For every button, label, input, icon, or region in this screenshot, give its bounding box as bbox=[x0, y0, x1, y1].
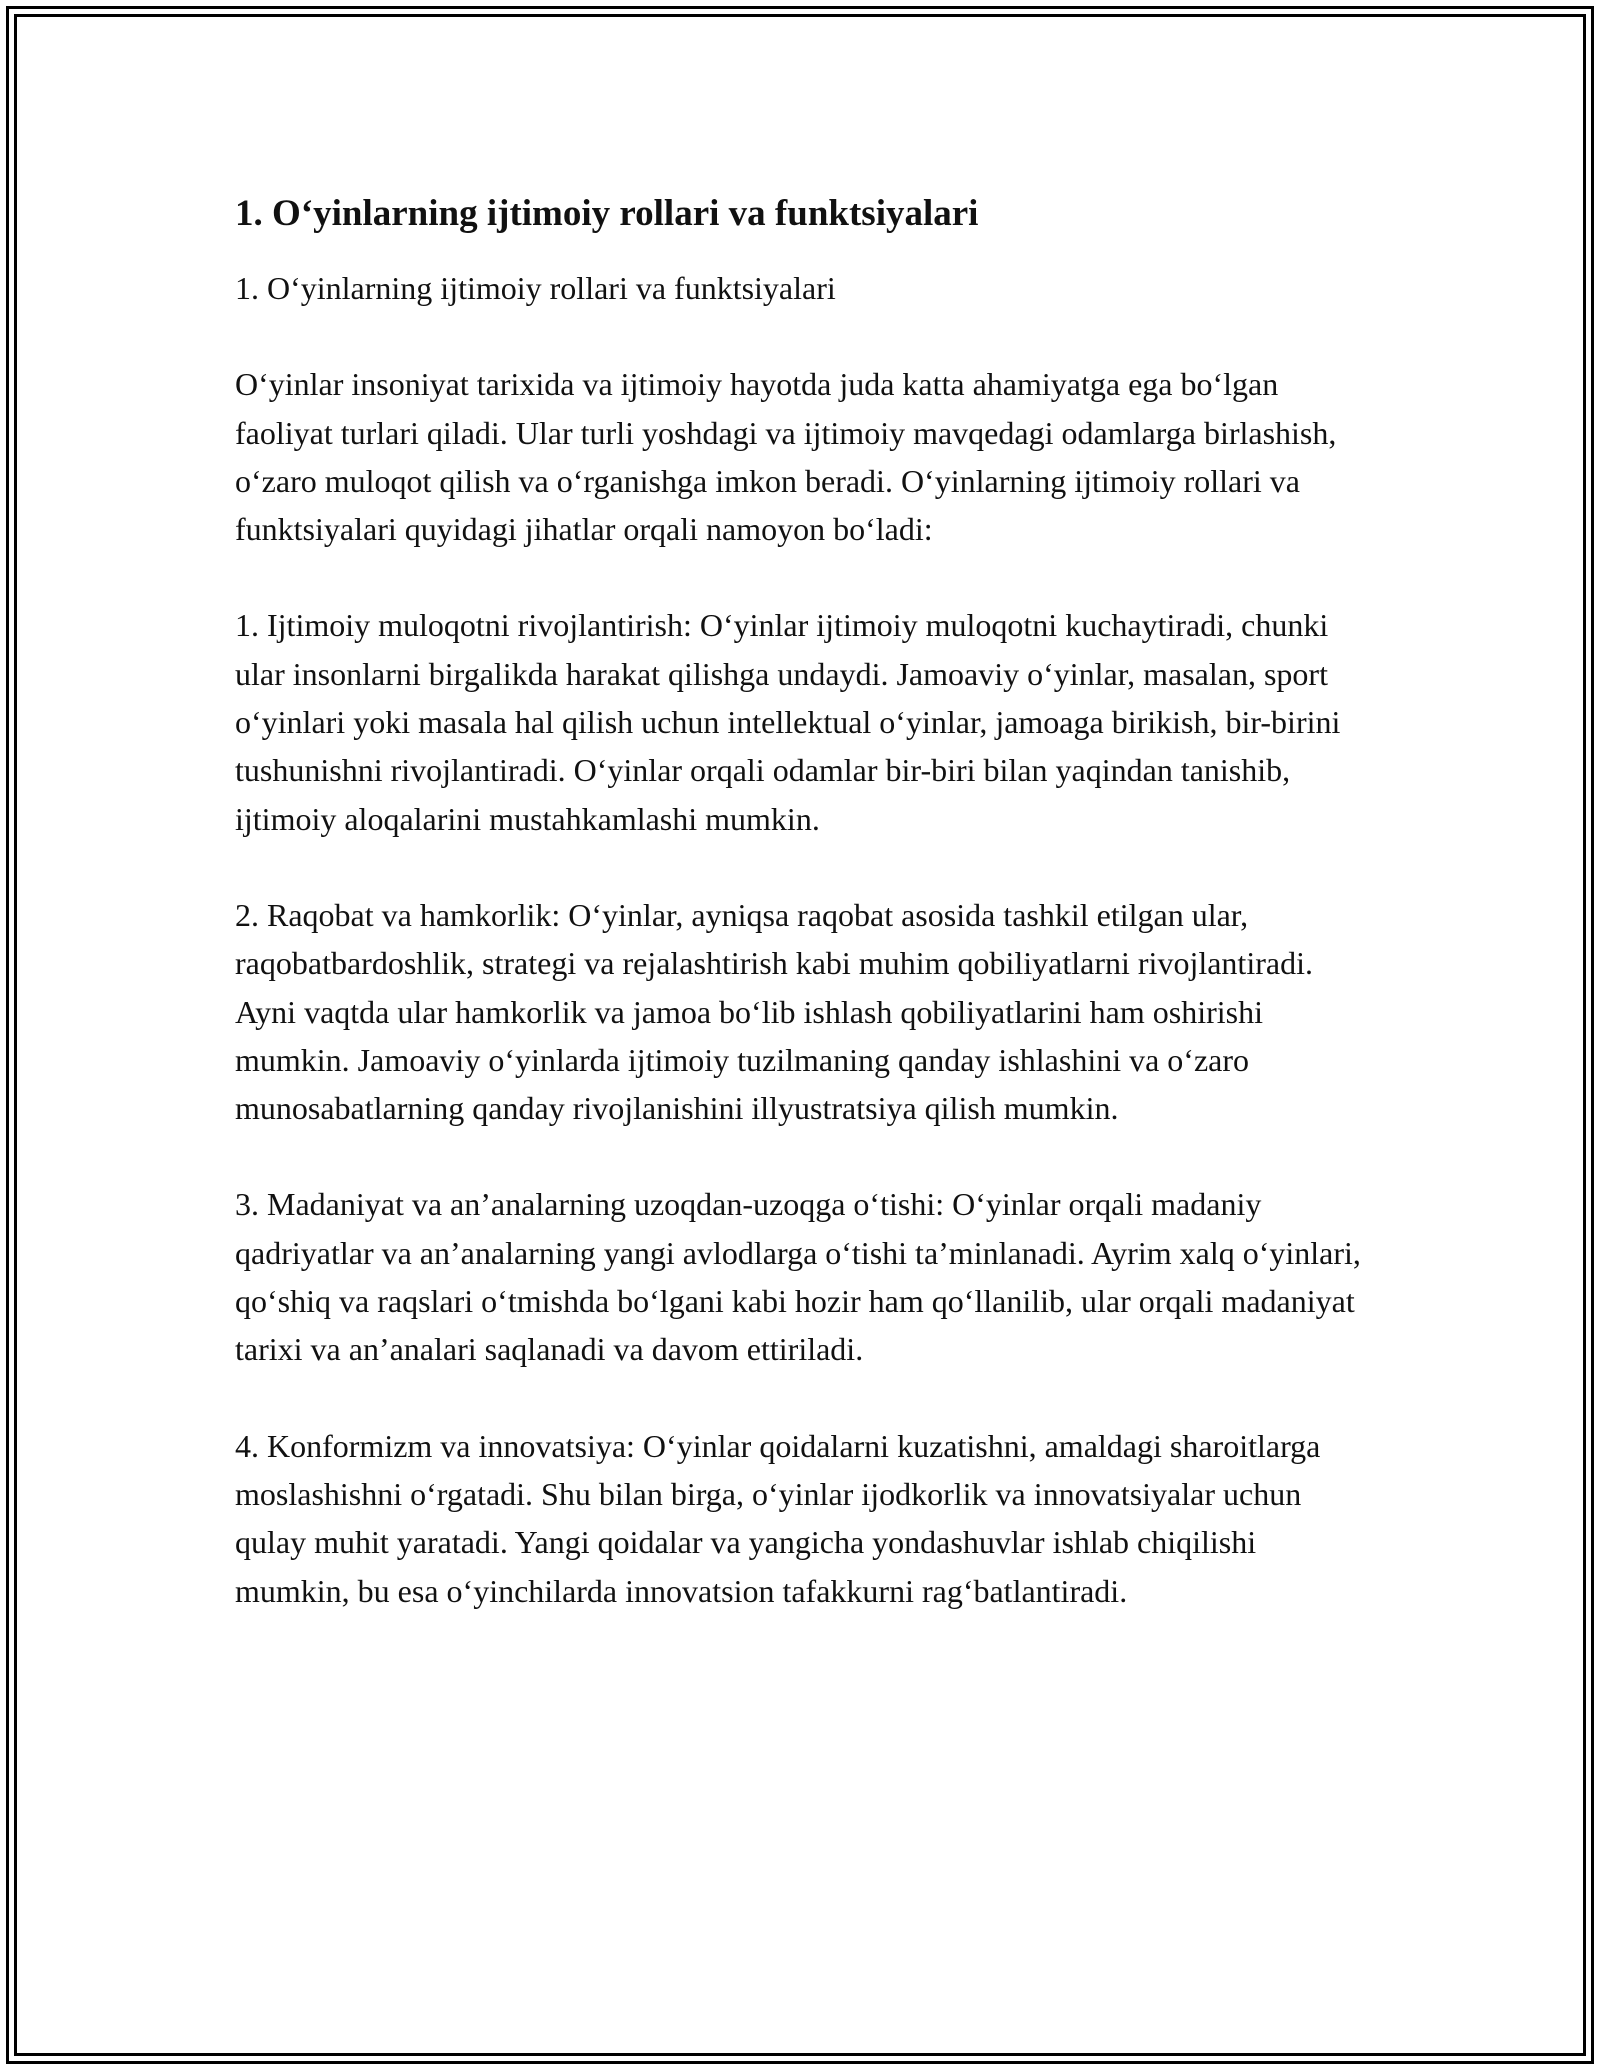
paragraph-point-3: 3. Madaniyat va an’analarning uzoqdan-uzoqga o‘tishi: O‘yinlar orqali madaniy qadriyatlar va an’analarning yangi avlodlarga o‘tishi ta’minlanadi. Ayrim xalq o‘yinlari, qo‘shiq va raqslari o‘tmishda bo‘lgani kabi hozir ham qo‘llanilib, ular orqali madaniyat tarixi va an’analari saqlanadi va davom ettiriladi. bbox=[235, 1186, 1361, 1368]
paragraph-point-4: 4. Konformizm va innovatsiya: O‘yinlar qoidalarni kuzatishni, amaldagi sharoitlarga moslashishni o‘rgatadi. Shu bilan birga, o‘yinlar ijodkorlik va innovatsiyalar uchun qulay muhit yaratadi. Yangi qoidalar va yangicha yondashuvlar ishlab chiqilishi mumkin, bu esa o‘yinchilarda innovatsion tafakkurni rag‘batlantiradi. bbox=[235, 1427, 1321, 1609]
document-title: 1. O‘yinlarning ijtimoiy rollari va funktsiyalari bbox=[235, 193, 979, 234]
paragraph-subtitle: 1. O‘yinlarning ijtimoiy rollari va funktsiyalari bbox=[235, 270, 836, 306]
paragraph-point-2: 2. Raqobat va hamkorlik: O‘yinlar, ayniqsa raqobat asosida tashkil etilgan ular, raqobatbardoshlik, strategi va rejalashtirish kabi muhim qobiliyatlarni rivojlantiradi. Ayni vaqtda ular hamkorlik va jamoa bo‘lib ishlash qobiliyatlarini ham oshirishi mumkin. Jamoaviy o‘yinlarda ijtimoiy tuzilmaning qanday ishlashini va o‘zaro munosabatlarning qanday rivojlanishini illyustratsiya qilish mumkin. bbox=[235, 896, 1313, 1127]
document-body bbox=[235, 186, 1375, 1663]
paragraph-point-1: 1. Ijtimoiy muloqotni rivojlantirish: O‘yinlar ijtimoiy muloqotni kuchaytiradi, chunki ular insonlarni birgalikda harakat qilishga undaydi. Jamoaviy o‘yinlar, masalan, sport o‘yinlari yoki masala hal qilish uchun intellektual o‘yinlar, jamoaga birikish, bir-birini tushunishni rivojlantiradi. O‘yinlar orqali odamlar bir-biri bilan yaqindan tanishib, ijtimoiy aloqalarini mustahkamlashi mumkin. bbox=[235, 607, 1341, 837]
paragraph-intro: O‘yinlar insoniyat tarixida va ijtimoiy hayotda juda katta ahamiyatga ega bo‘lgan faoliyat turlari qiladi. Ular turli yoshdagi va ijtimoiy mavqedagi odamlarga birlashish, o‘zaro muloqot qilish va o‘rganishga imkon beradi. O‘yinlarning ijtimoiy rollari va funktsiyalari quyidagi jihatlar orqali namoyon bo‘ladi: bbox=[235, 366, 1337, 548]
